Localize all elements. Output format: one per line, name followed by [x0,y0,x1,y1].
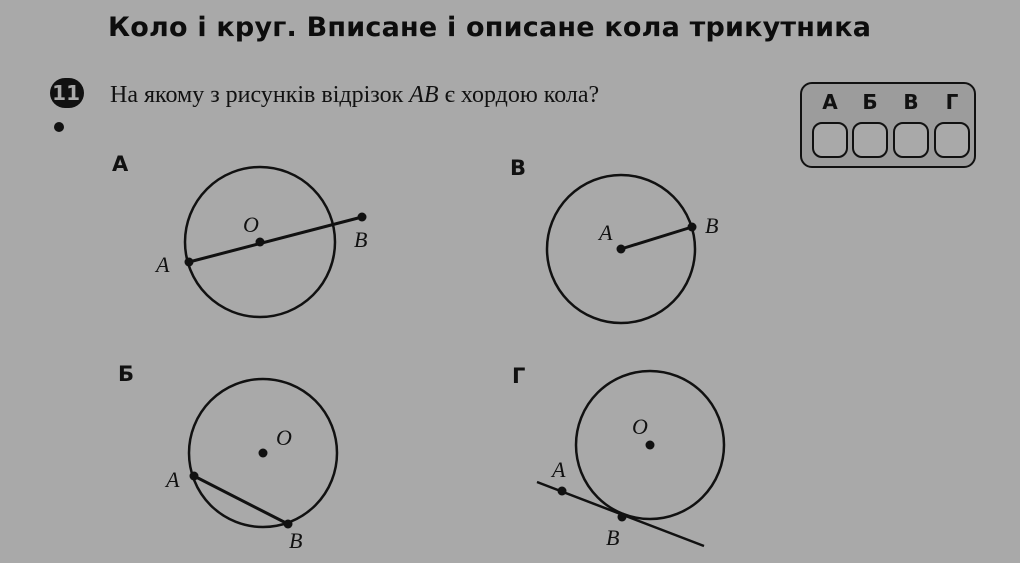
answer-letter-a: А [822,90,838,114]
figure-b-point-a [190,472,199,481]
figure-label-a: А [112,152,129,176]
answer-letter-v: В [903,90,919,114]
figure-g-point-o [646,441,655,450]
figure-label-g: Г [512,364,526,388]
figure-a-point-o [256,238,265,247]
figure-label-b: Б [118,362,135,386]
figure-b-point-o [259,449,268,458]
figure-a-label-o: O [243,212,259,237]
figure-a-point-a [185,258,194,267]
figure-a-label-a: A [156,252,170,277]
figure-g-label-a: A [552,457,566,482]
figure-a-label-b: B [354,227,368,252]
figure-g-point-a [558,487,567,496]
figure-v-label-a: A [599,220,613,245]
figure-g-label-o: O [632,414,648,439]
figure-a-point-b [358,213,367,222]
figure-b-label-a: A [166,467,180,492]
figure-g-point-b [618,513,627,522]
figure-v [547,175,718,323]
figure-b-segment [194,476,288,524]
figure-v-segment [621,227,692,249]
figure-v-point-a [617,245,626,254]
question-segment: AB [409,82,439,108]
figure-g-label-b: B [606,525,620,550]
task-number: 11 [50,78,84,108]
page-title: Коло і круг. Вписане і описане кола трикутника [108,12,872,43]
question-before: На якому з рисунків відрізок [110,82,410,108]
figure-b-label-o: O [276,425,292,450]
figure-b [164,379,337,553]
figure-g [537,371,724,550]
answer-letter-b: Б [862,90,878,114]
figure-v-label-b: B [705,213,719,238]
figure-v-point-b [688,223,697,232]
answer-letter-g: Г [945,90,959,114]
question-after: є хордою кола? [438,82,600,108]
figure-b-label-b: B [289,528,303,553]
figure-label-v: В [510,156,527,180]
figure-a [154,167,367,317]
